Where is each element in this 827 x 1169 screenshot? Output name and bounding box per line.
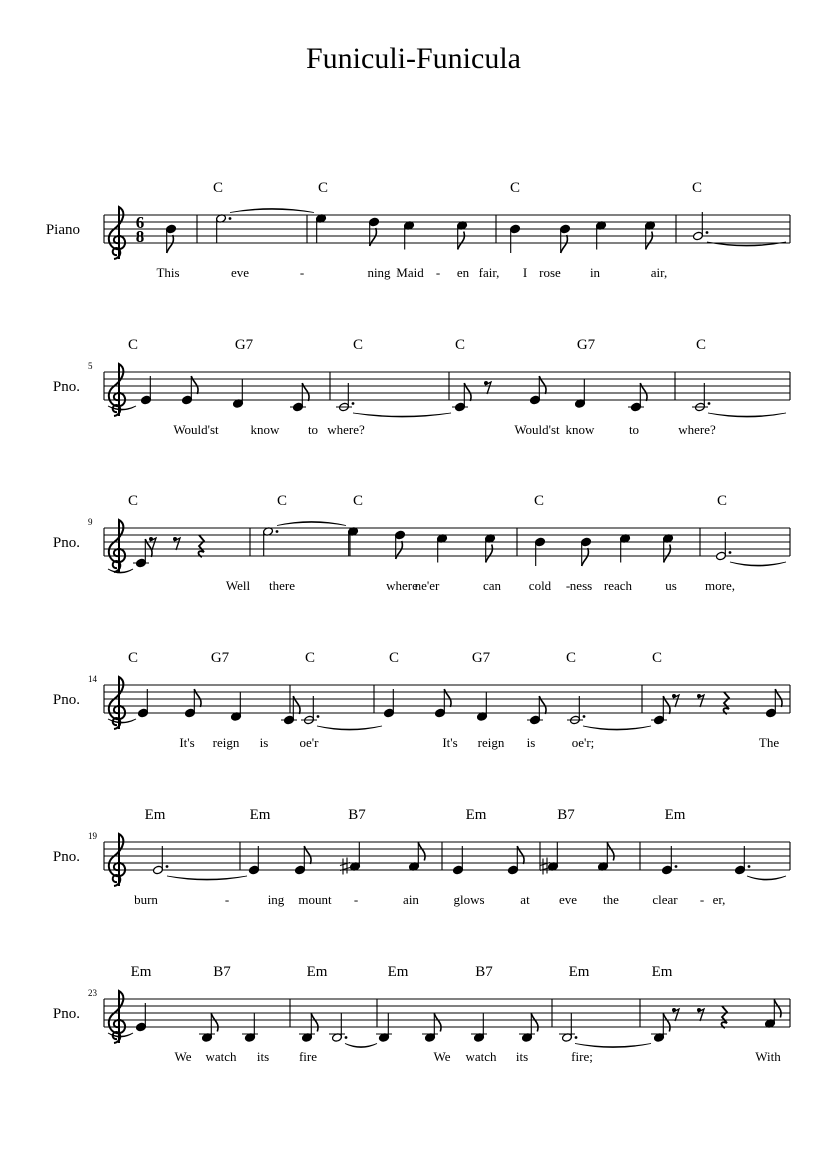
instrument-label: Pno. bbox=[52, 692, 80, 708]
lyric-syllable: its bbox=[256, 1049, 270, 1064]
note bbox=[471, 1014, 487, 1043]
chord-symbol: C bbox=[454, 337, 466, 353]
note bbox=[336, 383, 354, 412]
note bbox=[663, 534, 674, 563]
measure-number: 9 bbox=[88, 517, 93, 527]
lyric-syllable: at bbox=[520, 892, 530, 907]
chord-symbol: C bbox=[565, 650, 577, 666]
chord-symbol: Em bbox=[465, 807, 487, 823]
lyric-syllable: there bbox=[269, 578, 295, 593]
tie bbox=[353, 413, 451, 417]
chord-symbol: Em bbox=[306, 964, 328, 980]
note bbox=[596, 221, 607, 250]
note bbox=[765, 1000, 782, 1029]
lyric-syllable: watch bbox=[465, 1049, 497, 1064]
note bbox=[628, 383, 647, 412]
chord-symbol: Em bbox=[651, 964, 673, 980]
augmentation-dot bbox=[575, 1036, 578, 1039]
note bbox=[457, 221, 468, 250]
lyric-syllable: where? bbox=[678, 422, 716, 437]
tie bbox=[583, 726, 651, 730]
lyric-syllable: to bbox=[307, 422, 319, 437]
chord-symbol: G7 bbox=[471, 650, 491, 666]
note bbox=[242, 1014, 258, 1043]
note-flag bbox=[774, 1000, 781, 1018]
lyric-syllable: Would'st bbox=[173, 422, 219, 437]
sharp-accidental bbox=[340, 858, 350, 875]
chord-symbol: C bbox=[388, 650, 400, 666]
lyric-syllable: - bbox=[565, 578, 571, 593]
note-flag bbox=[531, 1014, 538, 1032]
chord-symbol: C bbox=[127, 337, 139, 353]
lyric-syllable: mount bbox=[298, 892, 332, 907]
note bbox=[527, 696, 546, 725]
score-title: Funiculi-Funicula bbox=[306, 42, 521, 75]
tie bbox=[747, 876, 786, 880]
staff-system bbox=[53, 964, 790, 1064]
lyric-syllable: It's bbox=[179, 735, 195, 750]
note bbox=[301, 696, 319, 725]
note-flag bbox=[311, 1014, 318, 1032]
chord-symbol: Em bbox=[664, 807, 686, 823]
tie bbox=[108, 569, 133, 573]
note bbox=[199, 1014, 218, 1043]
note bbox=[295, 846, 312, 875]
note bbox=[136, 1003, 147, 1032]
augmentation-dot bbox=[706, 231, 709, 234]
note-flag bbox=[418, 843, 425, 861]
note bbox=[233, 380, 244, 409]
chord-symbol: C bbox=[352, 337, 364, 353]
note bbox=[299, 1014, 318, 1043]
measure-number: 14 bbox=[88, 674, 97, 684]
lyric-syllable: en bbox=[456, 265, 470, 280]
lyric-syllable: I bbox=[522, 265, 528, 280]
lyric-syllable: oe'r; bbox=[571, 735, 595, 750]
lyric-syllable: We bbox=[433, 1049, 451, 1064]
note bbox=[329, 1014, 347, 1043]
augmentation-dot bbox=[583, 715, 586, 718]
chord-symbol: B7 bbox=[348, 807, 366, 823]
note bbox=[453, 846, 464, 875]
note bbox=[249, 846, 260, 875]
note bbox=[567, 696, 585, 725]
augmentation-dot bbox=[276, 530, 279, 533]
lyric-syllable: to bbox=[628, 422, 640, 437]
note bbox=[133, 539, 152, 568]
chord-symbol: C bbox=[276, 493, 288, 509]
lyric-syllable: Well bbox=[225, 578, 251, 593]
note bbox=[395, 530, 406, 559]
lyric-syllable: air, bbox=[650, 265, 668, 280]
note bbox=[138, 689, 149, 718]
lyric-syllable: ness bbox=[569, 578, 593, 593]
lyric-syllable: This bbox=[156, 265, 180, 280]
note bbox=[404, 221, 415, 250]
tie bbox=[317, 726, 382, 730]
note bbox=[716, 532, 732, 561]
lyric-syllable: - bbox=[224, 892, 230, 907]
note bbox=[141, 376, 152, 405]
lyric-syllable: is bbox=[259, 735, 269, 750]
staff-system bbox=[53, 650, 790, 750]
lyric-syllable: know bbox=[250, 422, 280, 437]
chord-symbol: C bbox=[352, 493, 364, 509]
lyric-syllable: where? bbox=[327, 422, 365, 437]
chord-symbol: Em bbox=[387, 964, 409, 980]
note-flag bbox=[561, 235, 568, 253]
chord-symbol: G7 bbox=[576, 337, 596, 353]
chord-symbol: G7 bbox=[234, 337, 254, 353]
augmentation-dot bbox=[729, 551, 732, 554]
note bbox=[581, 537, 592, 566]
lyric-syllable: in bbox=[589, 265, 601, 280]
note bbox=[560, 224, 571, 253]
lyric-syllable: its bbox=[515, 1049, 529, 1064]
measure-number: 19 bbox=[88, 831, 97, 841]
note bbox=[316, 214, 327, 243]
note bbox=[153, 846, 169, 875]
note-flag bbox=[582, 548, 589, 566]
lyric-syllable: - bbox=[435, 265, 441, 280]
instrument-label: Pno. bbox=[52, 1006, 80, 1022]
lyric-syllable: fair, bbox=[478, 265, 500, 280]
lyric-syllable: us bbox=[665, 578, 677, 593]
note bbox=[185, 689, 202, 718]
note bbox=[559, 1014, 577, 1043]
lyric-syllable: With bbox=[755, 1049, 781, 1064]
note bbox=[645, 221, 656, 250]
instrument-label: Pno. bbox=[52, 379, 80, 395]
chord-symbol: C bbox=[651, 650, 663, 666]
lyric-syllable: oe'r bbox=[299, 735, 319, 750]
lyric-syllable: ain bbox=[403, 892, 419, 907]
note bbox=[263, 527, 279, 556]
note bbox=[422, 1014, 441, 1043]
note bbox=[735, 846, 751, 875]
augmentation-dot bbox=[748, 865, 751, 868]
note bbox=[692, 383, 710, 412]
quarter-rest bbox=[198, 535, 204, 557]
note bbox=[485, 534, 496, 563]
chord-symbol: B7 bbox=[557, 807, 575, 823]
chord-symbol: C bbox=[127, 493, 139, 509]
note bbox=[693, 212, 709, 241]
augmentation-dot bbox=[708, 402, 711, 405]
lyric-syllable: - bbox=[699, 892, 705, 907]
lyric-syllable: glows bbox=[453, 892, 485, 907]
tie bbox=[277, 522, 346, 526]
lyric-syllable: We bbox=[174, 1049, 192, 1064]
lyric-syllable: can bbox=[482, 578, 502, 593]
chord-symbol: Em bbox=[130, 964, 152, 980]
note bbox=[651, 696, 670, 725]
instrument-label: Pno. bbox=[52, 535, 80, 551]
note bbox=[519, 1014, 538, 1043]
instrument-label: Pno. bbox=[52, 849, 80, 865]
measure-number: 5 bbox=[88, 361, 93, 371]
lyric-syllable: where bbox=[386, 578, 418, 593]
chord-symbol: C bbox=[716, 493, 728, 509]
lyric-syllable: clear bbox=[652, 892, 678, 907]
note-flag bbox=[663, 1014, 670, 1032]
lyric-syllable: fire; bbox=[571, 1049, 593, 1064]
note bbox=[530, 376, 547, 405]
chord-symbol: C bbox=[212, 180, 224, 196]
tie bbox=[167, 876, 247, 880]
quarter-rest bbox=[723, 692, 729, 714]
lyric-syllable: is bbox=[526, 735, 536, 750]
note bbox=[535, 537, 546, 566]
augmentation-dot bbox=[166, 865, 169, 868]
tie bbox=[345, 1044, 377, 1048]
lyric-syllable: eve bbox=[558, 892, 578, 907]
augmentation-dot bbox=[345, 1036, 348, 1039]
note bbox=[575, 380, 586, 409]
staff-system bbox=[46, 180, 790, 280]
augmentation-dot bbox=[675, 865, 678, 868]
lyric-syllable: know bbox=[565, 422, 595, 437]
note bbox=[452, 383, 471, 412]
lyric-syllable: - bbox=[353, 892, 359, 907]
augmentation-dot bbox=[352, 402, 355, 405]
chord-symbol: B7 bbox=[213, 964, 231, 980]
note-flag bbox=[167, 235, 174, 253]
note bbox=[477, 693, 488, 722]
chord-symbol: B7 bbox=[475, 964, 493, 980]
lyric-syllable: rose bbox=[539, 265, 561, 280]
note bbox=[409, 843, 426, 872]
note bbox=[216, 214, 232, 243]
note bbox=[182, 376, 199, 405]
chord-symbol: C bbox=[533, 493, 545, 509]
tie bbox=[575, 1044, 651, 1048]
measure-number: 23 bbox=[88, 988, 97, 998]
chord-symbol: Em bbox=[249, 807, 271, 823]
lyric-syllable: reign bbox=[212, 735, 240, 750]
lyric-syllable: ing bbox=[267, 892, 285, 907]
note bbox=[384, 689, 395, 718]
chord-symbol: C bbox=[304, 650, 316, 666]
note bbox=[376, 1014, 392, 1043]
note bbox=[651, 1014, 670, 1043]
tie bbox=[730, 562, 786, 566]
lyric-syllable: cold bbox=[528, 578, 552, 593]
note bbox=[620, 534, 631, 563]
time-signature-top: 6 bbox=[135, 213, 145, 232]
note-flag bbox=[434, 1014, 441, 1032]
staff-system bbox=[53, 807, 790, 907]
note bbox=[350, 843, 361, 872]
note-flag bbox=[458, 232, 465, 250]
note bbox=[166, 224, 177, 253]
quarter-rest bbox=[721, 1006, 727, 1028]
tie bbox=[230, 209, 314, 213]
note bbox=[369, 217, 380, 246]
lyric-syllable: Would'st bbox=[514, 422, 560, 437]
lyric-syllable: more, bbox=[705, 578, 735, 593]
lyric-syllable: the bbox=[603, 892, 619, 907]
note bbox=[348, 527, 359, 556]
note-flag bbox=[664, 545, 671, 563]
augmentation-dot bbox=[317, 715, 320, 718]
note bbox=[766, 689, 783, 718]
note bbox=[510, 224, 521, 253]
chord-symbol: G7 bbox=[210, 650, 230, 666]
chord-symbol: C bbox=[509, 180, 521, 196]
augmentation-dot bbox=[229, 217, 232, 220]
tie bbox=[708, 413, 786, 417]
chord-symbol: C bbox=[317, 180, 329, 196]
note bbox=[435, 689, 452, 718]
staff-system bbox=[53, 337, 790, 437]
note bbox=[598, 843, 615, 872]
lyric-syllable: watch bbox=[205, 1049, 237, 1064]
chord-symbol: C bbox=[691, 180, 703, 196]
note-flag bbox=[646, 232, 653, 250]
note bbox=[290, 383, 309, 412]
lyric-syllable: reign bbox=[477, 735, 505, 750]
lyric-syllable: eve bbox=[230, 265, 250, 280]
lyric-syllable: ning bbox=[367, 265, 391, 280]
lyric-syllable: - bbox=[299, 265, 305, 280]
lyric-syllable: ne'er bbox=[414, 578, 440, 593]
lyric-syllable: reach bbox=[603, 578, 633, 593]
note bbox=[662, 846, 678, 875]
lyric-syllable: It's bbox=[442, 735, 458, 750]
note-flag bbox=[607, 843, 614, 861]
chord-symbol: Em bbox=[144, 807, 166, 823]
note bbox=[231, 693, 242, 722]
note-flag bbox=[486, 545, 493, 563]
note bbox=[437, 534, 448, 563]
lyric-syllable: er, bbox=[712, 892, 726, 907]
chord-symbol: Em bbox=[568, 964, 590, 980]
lyric-syllable: The bbox=[758, 735, 780, 750]
chord-symbol: C bbox=[695, 337, 707, 353]
note-flag bbox=[211, 1014, 218, 1032]
note bbox=[508, 846, 525, 875]
instrument-label: Piano bbox=[45, 222, 80, 238]
lyric-syllable: burn bbox=[134, 892, 158, 907]
time-signature-bottom: 8 bbox=[135, 227, 145, 246]
lyric-syllable: fire bbox=[298, 1049, 318, 1064]
chord-symbol: C bbox=[127, 650, 139, 666]
lyric-syllable: Maid bbox=[396, 265, 424, 280]
note bbox=[548, 843, 559, 872]
staff-system bbox=[53, 493, 790, 593]
